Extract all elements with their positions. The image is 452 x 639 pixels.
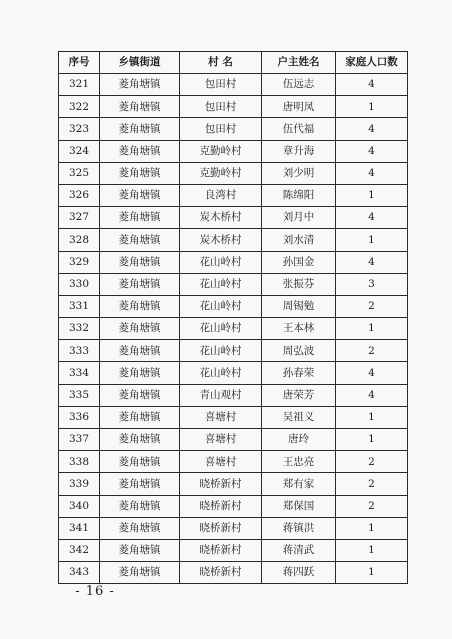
cell-village: 克勤岭村 (180, 140, 262, 162)
cell-serial-number: 324 (59, 140, 100, 162)
cell-householder: 蒋清武 (262, 539, 336, 561)
cell-township: 菱角塘镇 (100, 96, 180, 118)
cell-township: 菱角塘镇 (100, 340, 180, 362)
cell-township: 菱角塘镇 (100, 473, 180, 495)
cell-family-size: 2 (336, 340, 408, 362)
cell-serial-number: 331 (59, 295, 100, 317)
cell-village: 晓桥新村 (180, 562, 262, 584)
cell-serial-number: 321 (59, 74, 100, 96)
cell-township: 菱角塘镇 (100, 74, 180, 96)
cell-township: 菱角塘镇 (100, 118, 180, 140)
cell-householder: 伍远志 (262, 74, 336, 96)
table-row (59, 429, 408, 451)
cell-householder: 刘水清 (262, 229, 336, 251)
cell-family-size: 1 (336, 517, 408, 539)
cell-township: 菱角塘镇 (100, 162, 180, 184)
cell-village: 花山岭村 (180, 318, 262, 340)
header-village: 村 名 (180, 52, 262, 74)
table-row (59, 207, 408, 229)
cell-serial-number: 328 (59, 229, 100, 251)
table-row (59, 96, 408, 118)
cell-householder: 张振芬 (262, 273, 336, 295)
cell-serial-number: 329 (59, 251, 100, 273)
cell-village: 花山岭村 (180, 362, 262, 384)
cell-village: 晓桥新村 (180, 473, 262, 495)
cell-village: 花山岭村 (180, 295, 262, 317)
cell-township: 菱角塘镇 (100, 207, 180, 229)
table-row (59, 562, 408, 584)
header-family-size: 家庭人口数 (336, 52, 408, 74)
table-row (59, 340, 408, 362)
cell-family-size: 1 (336, 539, 408, 561)
cell-family-size: 4 (336, 251, 408, 273)
cell-householder: 章升海 (262, 140, 336, 162)
table-row (59, 495, 408, 517)
cell-householder: 王本林 (262, 318, 336, 340)
cell-township: 菱角塘镇 (100, 539, 180, 561)
cell-family-size: 1 (336, 96, 408, 118)
table-row (59, 473, 408, 495)
table-row (59, 362, 408, 384)
cell-householder: 唐玲 (262, 429, 336, 451)
cell-township: 菱角塘镇 (100, 140, 180, 162)
cell-householder: 吴祖义 (262, 406, 336, 428)
table-row (59, 295, 408, 317)
cell-family-size: 3 (336, 273, 408, 295)
cell-serial-number: 327 (59, 207, 100, 229)
cell-householder: 周锡勉 (262, 295, 336, 317)
header-township: 乡镇街道 (100, 52, 180, 74)
table-row (59, 162, 408, 184)
table-row (59, 451, 408, 473)
cell-serial-number: 335 (59, 384, 100, 406)
cell-serial-number: 333 (59, 340, 100, 362)
cell-family-size: 2 (336, 295, 408, 317)
cell-family-size: 1 (336, 184, 408, 206)
cell-village: 炭木桥村 (180, 229, 262, 251)
cell-family-size: 1 (336, 562, 408, 584)
cell-serial-number: 323 (59, 118, 100, 140)
cell-serial-number: 336 (59, 406, 100, 428)
cell-village: 炭木桥村 (180, 207, 262, 229)
cell-village: 包田村 (180, 96, 262, 118)
table-row (59, 118, 408, 140)
cell-serial-number: 332 (59, 318, 100, 340)
cell-householder: 唐荣芳 (262, 384, 336, 406)
cell-township: 菱角塘镇 (100, 406, 180, 428)
cell-householder: 蒋四跃 (262, 562, 336, 584)
table-header-row (59, 52, 408, 74)
table-row (59, 539, 408, 561)
cell-family-size: 1 (336, 429, 408, 451)
cell-family-size: 4 (336, 362, 408, 384)
table-row (59, 517, 408, 539)
table-row (59, 384, 408, 406)
cell-village: 包田村 (180, 74, 262, 96)
cell-village: 晓桥新村 (180, 495, 262, 517)
table-row (59, 318, 408, 340)
cell-township: 菱角塘镇 (100, 562, 180, 584)
cell-householder: 周弘波 (262, 340, 336, 362)
cell-village: 花山岭村 (180, 340, 262, 362)
cell-householder: 伍代福 (262, 118, 336, 140)
header-householder: 户主姓名 (262, 52, 336, 74)
cell-serial-number: 334 (59, 362, 100, 384)
page-number (0, 584, 190, 599)
cell-township: 菱角塘镇 (100, 517, 180, 539)
cell-village: 花山岭村 (180, 273, 262, 295)
cell-village: 喜塘村 (180, 451, 262, 473)
cell-serial-number: 326 (59, 184, 100, 206)
table-row (59, 251, 408, 273)
cell-village: 喜塘村 (180, 429, 262, 451)
cell-village: 良湾村 (180, 184, 262, 206)
cell-family-size: 4 (336, 118, 408, 140)
cell-householder: 郑保国 (262, 495, 336, 517)
cell-householder: 孙春荣 (262, 362, 336, 384)
cell-family-size: 2 (336, 451, 408, 473)
cell-family-size: 2 (336, 495, 408, 517)
cell-village: 克勤岭村 (180, 162, 262, 184)
table-row (59, 273, 408, 295)
table-row (59, 140, 408, 162)
cell-family-size: 2 (336, 473, 408, 495)
table-row (59, 406, 408, 428)
cell-village: 喜塘村 (180, 406, 262, 428)
cell-village: 包田村 (180, 118, 262, 140)
cell-township: 菱角塘镇 (100, 295, 180, 317)
cell-householder: 孙国金 (262, 251, 336, 273)
cell-village: 晓桥新村 (180, 539, 262, 561)
cell-family-size: 4 (336, 74, 408, 96)
cell-township: 菱角塘镇 (100, 384, 180, 406)
cell-serial-number: 339 (59, 473, 100, 495)
cell-householder: 陈绵阳 (262, 184, 336, 206)
cell-serial-number: 322 (59, 96, 100, 118)
cell-family-size: 4 (336, 384, 408, 406)
cell-township: 菱角塘镇 (100, 429, 180, 451)
cell-village: 青山观村 (180, 384, 262, 406)
cell-township: 菱角塘镇 (100, 229, 180, 251)
cell-serial-number: 341 (59, 517, 100, 539)
cell-householder: 王忠亮 (262, 451, 336, 473)
cell-serial-number: 330 (59, 273, 100, 295)
page-number-text: - 16 - (75, 584, 115, 599)
cell-township: 菱角塘镇 (100, 451, 180, 473)
cell-serial-number: 325 (59, 162, 100, 184)
cell-family-size: 4 (336, 162, 408, 184)
cell-serial-number: 338 (59, 451, 100, 473)
header-serial-number: 序号 (59, 52, 100, 74)
cell-family-size: 1 (336, 406, 408, 428)
cell-township: 菱角塘镇 (100, 362, 180, 384)
table-body (59, 74, 408, 584)
cell-family-size: 1 (336, 318, 408, 340)
cell-householder: 刘月中 (262, 207, 336, 229)
cell-village: 花山岭村 (180, 251, 262, 273)
household-table (58, 51, 408, 584)
cell-householder: 刘少明 (262, 162, 336, 184)
cell-township: 菱角塘镇 (100, 318, 180, 340)
cell-householder: 唐明凤 (262, 96, 336, 118)
cell-township: 菱角塘镇 (100, 495, 180, 517)
cell-serial-number: 340 (59, 495, 100, 517)
cell-township: 菱角塘镇 (100, 273, 180, 295)
cell-serial-number: 343 (59, 562, 100, 584)
cell-serial-number: 342 (59, 539, 100, 561)
cell-family-size: 4 (336, 140, 408, 162)
cell-serial-number: 337 (59, 429, 100, 451)
cell-family-size: 1 (336, 229, 408, 251)
table-row (59, 184, 408, 206)
cell-township: 菱角塘镇 (100, 251, 180, 273)
cell-township: 菱角塘镇 (100, 184, 180, 206)
table-row (59, 229, 408, 251)
table-row (59, 74, 408, 96)
cell-family-size: 4 (336, 207, 408, 229)
cell-householder: 郑有家 (262, 473, 336, 495)
cell-village: 晓桥新村 (180, 517, 262, 539)
cell-householder: 蒋镇洪 (262, 517, 336, 539)
